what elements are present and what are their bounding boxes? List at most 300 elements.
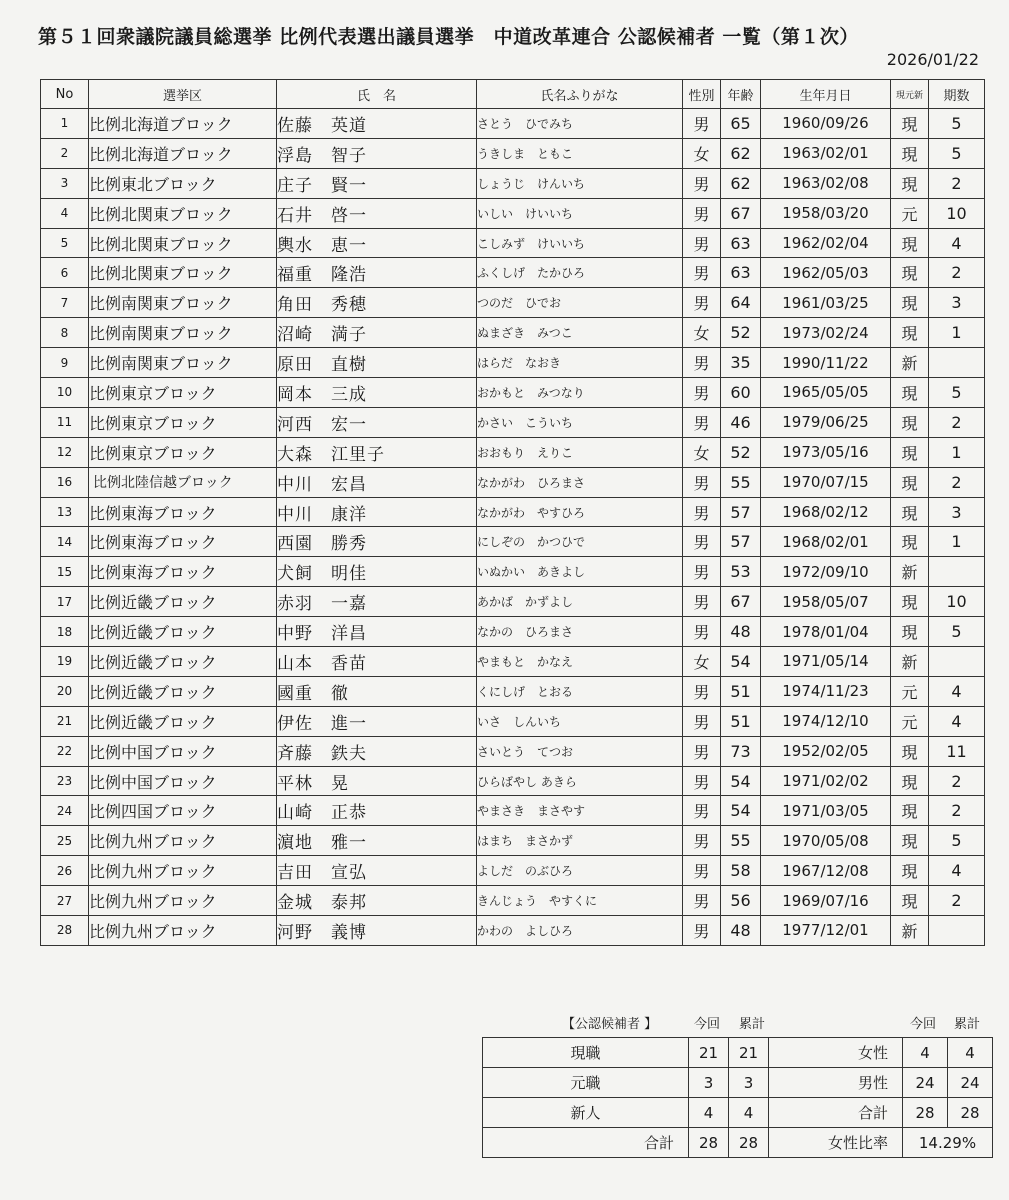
cell-status: 新 xyxy=(891,916,929,946)
table-row xyxy=(41,258,985,288)
cell-name: 山崎 正恭 xyxy=(277,796,477,826)
cell-status: 新 xyxy=(891,557,929,587)
cell-age: 51 xyxy=(721,706,761,736)
cell-kana: やまもと かなえ xyxy=(477,647,683,677)
cell-terms: 2 xyxy=(929,796,985,826)
cell-block: 比例九州ブロック xyxy=(89,886,277,916)
summary-row xyxy=(483,1098,993,1128)
cell-age: 63 xyxy=(721,258,761,288)
cell-name: 大森 江里子 xyxy=(277,437,477,467)
cell-sex: 女 xyxy=(683,138,721,168)
cell-name: 中川 康洋 xyxy=(277,497,477,527)
cell-dob: 1967/12/08 xyxy=(761,856,891,886)
cell-status: 現 xyxy=(891,617,929,647)
cell-status: 元 xyxy=(891,676,929,706)
cell-terms: 2 xyxy=(929,467,985,497)
cell-no: 27 xyxy=(41,886,89,916)
cell-block: 比例近畿ブロック xyxy=(89,706,277,736)
cell-no: 25 xyxy=(41,826,89,856)
cell-name: 岡本 三成 xyxy=(277,378,477,408)
cell-terms: 4 xyxy=(929,706,985,736)
table-row xyxy=(41,437,985,467)
cell-sex: 男 xyxy=(683,407,721,437)
cell-age: 46 xyxy=(721,407,761,437)
summary-value: 3 xyxy=(729,1068,769,1098)
cell-sex: 男 xyxy=(683,676,721,706)
cell-no: 2 xyxy=(41,138,89,168)
cell-kana: なかの ひろまさ xyxy=(477,617,683,647)
cell-kana: かさい こういち xyxy=(477,407,683,437)
document-date: 2026/01/22 xyxy=(886,50,979,69)
cell-status: 現 xyxy=(891,527,929,557)
cell-kana: しょうじ けんいち xyxy=(477,168,683,198)
cell-status: 現 xyxy=(891,826,929,856)
cell-block: 比例北関東ブロック xyxy=(89,258,277,288)
cell-no: 24 xyxy=(41,796,89,826)
cell-age: 55 xyxy=(721,826,761,856)
cell-sex: 男 xyxy=(683,796,721,826)
cell-kana: つのだ ひでお xyxy=(477,288,683,318)
cell-name: 赤羽 一嘉 xyxy=(277,587,477,617)
cell-no: 12 xyxy=(41,437,89,467)
cell-kana: さいとう てつお xyxy=(477,736,683,766)
summary-value: 24 xyxy=(903,1068,948,1098)
cell-age: 51 xyxy=(721,676,761,706)
cell-kana: あかば かずよし xyxy=(477,587,683,617)
cell-sex: 男 xyxy=(683,826,721,856)
cell-age: 56 xyxy=(721,886,761,916)
cell-age: 53 xyxy=(721,557,761,587)
cell-terms xyxy=(929,916,985,946)
cell-dob: 1974/11/23 xyxy=(761,676,891,706)
cell-sex: 男 xyxy=(683,228,721,258)
summary-col-this-left: 今回 xyxy=(694,1017,721,1032)
cell-terms: 5 xyxy=(929,109,985,139)
summary-value: 28 xyxy=(948,1098,993,1128)
table-row xyxy=(41,348,985,378)
cell-sex: 男 xyxy=(683,527,721,557)
summary-value: 28 xyxy=(689,1128,729,1158)
cell-kana: はまち まさかず xyxy=(477,826,683,856)
cell-sex: 男 xyxy=(683,198,721,228)
cell-name: 庄子 賢一 xyxy=(277,168,477,198)
cell-dob: 1958/05/07 xyxy=(761,587,891,617)
cell-sex: 男 xyxy=(683,378,721,408)
cell-block: 比例四国ブロック xyxy=(89,796,277,826)
cell-age: 62 xyxy=(721,138,761,168)
cell-block: 比例中国ブロック xyxy=(89,736,277,766)
summary-label: 女性 xyxy=(769,1038,903,1068)
cell-status: 現 xyxy=(891,437,929,467)
summary-value: 4 xyxy=(948,1038,993,1068)
cell-name: 河西 宏一 xyxy=(277,407,477,437)
cell-name: 吉田 宣弘 xyxy=(277,856,477,886)
cell-no: 11 xyxy=(41,407,89,437)
table-row xyxy=(41,168,985,198)
cell-terms: 10 xyxy=(929,198,985,228)
cell-no: 5 xyxy=(41,228,89,258)
table-row xyxy=(41,736,985,766)
table-row xyxy=(41,856,985,886)
cell-no: 20 xyxy=(41,676,89,706)
cell-terms: 2 xyxy=(929,407,985,437)
cell-dob: 1963/02/08 xyxy=(761,168,891,198)
summary-value: 4 xyxy=(689,1098,729,1128)
cell-terms: 4 xyxy=(929,856,985,886)
cell-no: 4 xyxy=(41,198,89,228)
cell-status: 現 xyxy=(891,168,929,198)
cell-age: 63 xyxy=(721,228,761,258)
cell-no: 3 xyxy=(41,168,89,198)
cell-block: 比例九州ブロック xyxy=(89,826,277,856)
cell-dob: 1977/12/01 xyxy=(761,916,891,946)
cell-age: 57 xyxy=(721,527,761,557)
cell-dob: 1990/11/22 xyxy=(761,348,891,378)
cell-no: 6 xyxy=(41,258,89,288)
cell-block: 比例東京ブロック xyxy=(89,407,277,437)
cell-dob: 1961/03/25 xyxy=(761,288,891,318)
cell-terms: 5 xyxy=(929,617,985,647)
summary-row xyxy=(483,1128,993,1158)
cell-terms: 4 xyxy=(929,228,985,258)
cell-dob: 1952/02/05 xyxy=(761,736,891,766)
table-row xyxy=(41,467,985,497)
cell-dob: 1962/05/03 xyxy=(761,258,891,288)
cell-block: 比例東海ブロック xyxy=(89,527,277,557)
cell-kana: こしみず けいいち xyxy=(477,228,683,258)
cell-age: 48 xyxy=(721,617,761,647)
cell-terms xyxy=(929,348,985,378)
cell-no: 21 xyxy=(41,706,89,736)
cell-age: 54 xyxy=(721,647,761,677)
cell-status: 現 xyxy=(891,228,929,258)
cell-sex: 男 xyxy=(683,617,721,647)
cell-status: 現 xyxy=(891,467,929,497)
table-row xyxy=(41,766,985,796)
cell-age: 67 xyxy=(721,587,761,617)
cell-name: 濵地 雅一 xyxy=(277,826,477,856)
cell-kana: ふくしげ たかひろ xyxy=(477,258,683,288)
table-row xyxy=(41,796,985,826)
cell-dob: 1958/03/20 xyxy=(761,198,891,228)
cell-terms xyxy=(929,557,985,587)
summary-label: 合計 xyxy=(483,1128,689,1158)
table-row xyxy=(41,617,985,647)
table-row xyxy=(41,109,985,139)
summary-label: 合計 xyxy=(769,1098,903,1128)
cell-dob: 1973/05/16 xyxy=(761,437,891,467)
table-row xyxy=(41,676,985,706)
cell-kana: きんじょう やすくに xyxy=(477,886,683,916)
cell-name: 石井 啓一 xyxy=(277,198,477,228)
candidate-table xyxy=(40,79,985,946)
cell-block: 比例九州ブロック xyxy=(89,916,277,946)
cell-sex: 女 xyxy=(683,647,721,677)
cell-terms: 2 xyxy=(929,886,985,916)
summary-label: 新人 xyxy=(483,1098,689,1128)
cell-age: 54 xyxy=(721,766,761,796)
cell-status: 現 xyxy=(891,138,929,168)
cell-name: 國重 徹 xyxy=(277,676,477,706)
summary-value: 21 xyxy=(729,1038,769,1068)
table-row xyxy=(41,587,985,617)
cell-status: 現 xyxy=(891,288,929,318)
cell-kana: ぬまざき みつこ xyxy=(477,318,683,348)
cell-terms xyxy=(929,647,985,677)
table-row xyxy=(41,138,985,168)
cell-name: 伊佐 進一 xyxy=(277,706,477,736)
cell-kana: よしだ のぶひろ xyxy=(477,856,683,886)
header-kana: 氏名ふりがな xyxy=(477,80,683,109)
cell-terms: 11 xyxy=(929,736,985,766)
cell-name: 角田 秀穂 xyxy=(277,288,477,318)
cell-no: 10 xyxy=(41,378,89,408)
header-block: 選挙区 xyxy=(89,80,277,109)
cell-sex: 男 xyxy=(683,886,721,916)
cell-name: 中川 宏昌 xyxy=(277,467,477,497)
cell-terms: 10 xyxy=(929,587,985,617)
summary-value: 28 xyxy=(729,1128,769,1158)
cell-block: 比例北陸信越ブロック xyxy=(89,467,277,497)
cell-name: 福重 隆浩 xyxy=(277,258,477,288)
summary-col-total-right: 累計 xyxy=(954,1017,981,1032)
cell-block: 比例近畿ブロック xyxy=(89,617,277,647)
cell-dob: 1960/09/26 xyxy=(761,109,891,139)
cell-no: 17 xyxy=(41,587,89,617)
cell-status: 現 xyxy=(891,497,929,527)
cell-sex: 男 xyxy=(683,288,721,318)
cell-kana: にしぞの かつひで xyxy=(477,527,683,557)
cell-terms: 1 xyxy=(929,437,985,467)
cell-status: 現 xyxy=(891,766,929,796)
cell-kana: はらだ なおき xyxy=(477,348,683,378)
cell-no: 1 xyxy=(41,109,89,139)
cell-block: 比例南関東ブロック xyxy=(89,348,277,378)
table-row xyxy=(41,706,985,736)
cell-kana: うきしま ともこ xyxy=(477,138,683,168)
cell-age: 54 xyxy=(721,796,761,826)
cell-block: 比例北関東ブロック xyxy=(89,198,277,228)
summary-label: 男性 xyxy=(769,1068,903,1098)
cell-kana: さとう ひでみち xyxy=(477,109,683,139)
cell-kana: いしい けいいち xyxy=(477,198,683,228)
cell-block: 比例東北ブロック xyxy=(89,168,277,198)
cell-block: 比例近畿ブロック xyxy=(89,587,277,617)
female-ratio-label: 女性比率 xyxy=(769,1128,903,1158)
cell-dob: 1968/02/12 xyxy=(761,497,891,527)
cell-sex: 男 xyxy=(683,497,721,527)
cell-kana: なかがわ やすひろ xyxy=(477,497,683,527)
cell-block: 比例東海ブロック xyxy=(89,497,277,527)
cell-dob: 1971/05/14 xyxy=(761,647,891,677)
cell-no: 28 xyxy=(41,916,89,946)
table-row xyxy=(41,916,985,946)
table-row xyxy=(41,886,985,916)
cell-status: 現 xyxy=(891,856,929,886)
cell-age: 62 xyxy=(721,168,761,198)
cell-dob: 1971/02/02 xyxy=(761,766,891,796)
cell-no: 7 xyxy=(41,288,89,318)
page-title: 第５１回衆議院議員総選挙 比例代表選出議員選挙 中道改革連合 公認候補者 一覧（第１次） xyxy=(38,26,859,48)
summary-col-this-right: 今回 xyxy=(910,1017,937,1032)
cell-kana: なかがわ ひろまさ xyxy=(477,467,683,497)
table-row xyxy=(41,647,985,677)
cell-sex: 男 xyxy=(683,109,721,139)
cell-status: 元 xyxy=(891,706,929,736)
cell-block: 比例北関東ブロック xyxy=(89,228,277,258)
cell-name: 浮島 智子 xyxy=(277,138,477,168)
cell-age: 67 xyxy=(721,198,761,228)
cell-sex: 男 xyxy=(683,916,721,946)
cell-sex: 男 xyxy=(683,258,721,288)
cell-kana: くにしげ とおる xyxy=(477,676,683,706)
cell-name: 原田 直樹 xyxy=(277,348,477,378)
cell-age: 65 xyxy=(721,109,761,139)
summary-value: 21 xyxy=(689,1038,729,1068)
female-ratio-value: 14.29% xyxy=(903,1128,993,1158)
table-row xyxy=(41,407,985,437)
cell-dob: 1978/01/04 xyxy=(761,617,891,647)
cell-no: 16 xyxy=(41,467,89,497)
cell-name: 犬飼 明佳 xyxy=(277,557,477,587)
cell-terms: 1 xyxy=(929,318,985,348)
cell-name: 中野 洋昌 xyxy=(277,617,477,647)
cell-kana: いぬかい あきよし xyxy=(477,557,683,587)
cell-name: 輿水 恵一 xyxy=(277,228,477,258)
summary-value: 3 xyxy=(689,1068,729,1098)
table-row xyxy=(41,378,985,408)
cell-age: 48 xyxy=(721,916,761,946)
cell-block: 比例南関東ブロック xyxy=(89,288,277,318)
cell-kana: ひらばやし あきら xyxy=(477,766,683,796)
summary-heading: 【公認候補者 】 xyxy=(562,1017,658,1032)
cell-block: 比例東京ブロック xyxy=(89,378,277,408)
table-row xyxy=(41,288,985,318)
cell-terms: 2 xyxy=(929,766,985,796)
cell-dob: 1971/03/05 xyxy=(761,796,891,826)
cell-terms: 3 xyxy=(929,497,985,527)
summary-row xyxy=(483,1038,993,1068)
summary-label: 元職 xyxy=(483,1068,689,1098)
table-row xyxy=(41,557,985,587)
cell-block: 比例中国ブロック xyxy=(89,766,277,796)
cell-no: 26 xyxy=(41,856,89,886)
summary-value: 4 xyxy=(729,1098,769,1128)
cell-terms: 5 xyxy=(929,138,985,168)
cell-dob: 1970/07/15 xyxy=(761,467,891,497)
summary-label: 現職 xyxy=(483,1038,689,1068)
cell-block: 比例北海道ブロック xyxy=(89,138,277,168)
summary-value: 4 xyxy=(903,1038,948,1068)
cell-no: 19 xyxy=(41,647,89,677)
cell-dob: 1970/05/08 xyxy=(761,826,891,856)
header-age: 年齢 xyxy=(721,80,761,109)
cell-name: 沼崎 満子 xyxy=(277,318,477,348)
cell-status: 現 xyxy=(891,318,929,348)
header-status: 現元新 xyxy=(891,80,929,109)
table-row xyxy=(41,527,985,557)
cell-no: 9 xyxy=(41,348,89,378)
cell-block: 比例近畿ブロック xyxy=(89,647,277,677)
cell-age: 58 xyxy=(721,856,761,886)
cell-no: 8 xyxy=(41,318,89,348)
cell-block: 比例北海道ブロック xyxy=(89,109,277,139)
cell-no: 23 xyxy=(41,766,89,796)
cell-sex: 男 xyxy=(683,348,721,378)
cell-sex: 男 xyxy=(683,856,721,886)
table-row xyxy=(41,228,985,258)
header-dob: 生年月日 xyxy=(761,80,891,109)
cell-status: 現 xyxy=(891,886,929,916)
cell-block: 比例九州ブロック xyxy=(89,856,277,886)
cell-age: 55 xyxy=(721,467,761,497)
cell-age: 35 xyxy=(721,348,761,378)
cell-status: 現 xyxy=(891,109,929,139)
cell-sex: 男 xyxy=(683,706,721,736)
cell-status: 新 xyxy=(891,348,929,378)
cell-terms: 5 xyxy=(929,826,985,856)
summary-value: 24 xyxy=(948,1068,993,1098)
cell-status: 現 xyxy=(891,796,929,826)
cell-dob: 1974/12/10 xyxy=(761,706,891,736)
table-row xyxy=(41,826,985,856)
cell-dob: 1973/02/24 xyxy=(761,318,891,348)
cell-sex: 男 xyxy=(683,557,721,587)
header-sex: 性別 xyxy=(683,80,721,109)
table-header-row xyxy=(41,80,985,109)
cell-sex: 男 xyxy=(683,766,721,796)
cell-dob: 1972/09/10 xyxy=(761,557,891,587)
cell-status: 現 xyxy=(891,587,929,617)
cell-name: 平林 晃 xyxy=(277,766,477,796)
cell-dob: 1968/02/01 xyxy=(761,527,891,557)
summary-table xyxy=(482,1037,993,1158)
cell-sex: 男 xyxy=(683,168,721,198)
cell-name: 山本 香苗 xyxy=(277,647,477,677)
cell-dob: 1962/02/04 xyxy=(761,228,891,258)
cell-age: 60 xyxy=(721,378,761,408)
cell-terms: 1 xyxy=(929,527,985,557)
cell-sex: 女 xyxy=(683,437,721,467)
cell-no: 18 xyxy=(41,617,89,647)
summary-value: 28 xyxy=(903,1098,948,1128)
header-terms: 期数 xyxy=(929,80,985,109)
cell-block: 比例東海ブロック xyxy=(89,557,277,587)
cell-block: 比例東京ブロック xyxy=(89,437,277,467)
cell-name: 金城 泰邦 xyxy=(277,886,477,916)
cell-block: 比例近畿ブロック xyxy=(89,676,277,706)
cell-dob: 1963/02/01 xyxy=(761,138,891,168)
cell-terms: 4 xyxy=(929,676,985,706)
cell-age: 57 xyxy=(721,497,761,527)
cell-sex: 女 xyxy=(683,318,721,348)
header-no: No xyxy=(41,80,89,109)
cell-no: 22 xyxy=(41,736,89,766)
cell-name: 河野 義博 xyxy=(277,916,477,946)
cell-terms: 2 xyxy=(929,168,985,198)
table-row xyxy=(41,198,985,228)
cell-dob: 1965/05/05 xyxy=(761,378,891,408)
cell-status: 現 xyxy=(891,736,929,766)
cell-kana: やまさき まさやす xyxy=(477,796,683,826)
cell-sex: 男 xyxy=(683,467,721,497)
cell-kana: かわの よしひろ xyxy=(477,916,683,946)
cell-terms: 2 xyxy=(929,258,985,288)
summary-row xyxy=(483,1068,993,1098)
cell-age: 73 xyxy=(721,736,761,766)
cell-name: 西園 勝秀 xyxy=(277,527,477,557)
cell-dob: 1979/06/25 xyxy=(761,407,891,437)
